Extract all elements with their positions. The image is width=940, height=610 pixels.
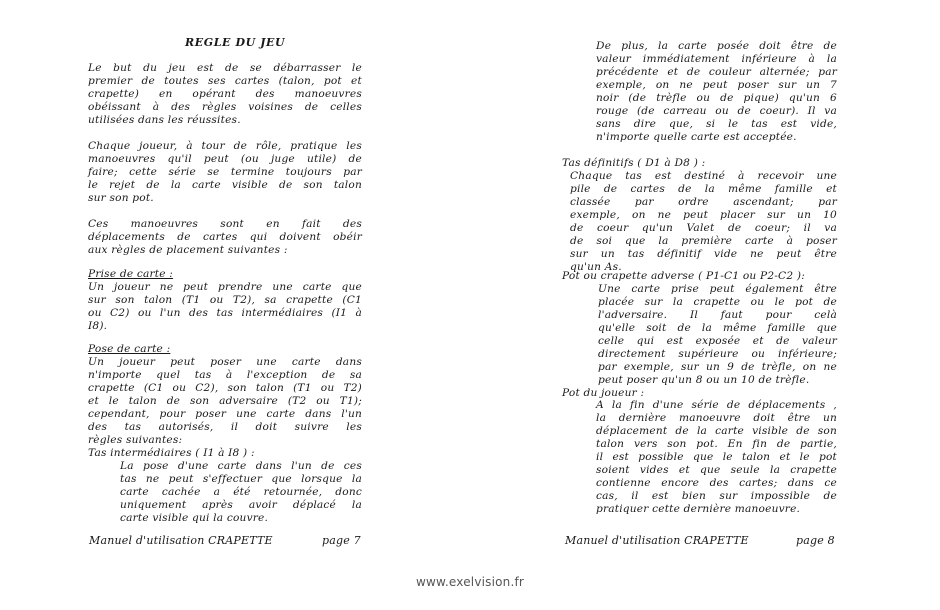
text-line: n'importe quelle carte est acceptée. bbox=[596, 131, 797, 143]
text-line: sur son talon (T1 ou T2), sa crapette (C1 bbox=[88, 294, 362, 306]
page-title: REGLE DU JEU bbox=[185, 36, 286, 49]
text-line: soient vides et que seule la crapette bbox=[596, 464, 837, 476]
text-line: Chaque joueur, à tour de rôle, pratique les bbox=[88, 140, 362, 152]
footer-page-right: page 8 bbox=[796, 534, 835, 547]
footer-page-left: page 7 bbox=[322, 534, 361, 547]
text-line: de soi que la première carte à poser bbox=[570, 235, 837, 247]
text-line: talon vers son pot. En fin de partie, bbox=[596, 438, 837, 450]
text-line: qu'elle soit de la même famille que bbox=[598, 322, 837, 334]
text-line: Une carte prise peut également être bbox=[598, 283, 837, 295]
text-line: premier de toutes ses cartes (talon, pot et bbox=[88, 75, 362, 87]
text-line: rouge (de carreau ou de coeur). Il va bbox=[596, 105, 837, 117]
text-line: Tas définitifs ( D1 à D8 ) : bbox=[562, 157, 706, 169]
text-line: uniquement après avoir déplacé la bbox=[120, 499, 362, 511]
text-line: carte visible qui la couvre. bbox=[120, 512, 269, 524]
text-line: Le but du jeu est de se débarrasser le bbox=[88, 62, 362, 74]
text-line: La pose d'une carte dans l'un de ces bbox=[120, 460, 362, 472]
text-line: exemple, on ne peut poser sur un 7 bbox=[596, 79, 837, 91]
text-line: De plus, la carte posée doit être de bbox=[596, 40, 837, 52]
text-line: Un joueur ne peut prendre une carte que bbox=[88, 281, 362, 293]
text-line: pile de cartes de la même famille et bbox=[570, 183, 837, 195]
text-line: noir (de trèfle ou de pique) qu'un 6 bbox=[596, 92, 837, 104]
text-line: sur un tas définitif vide ne peut être bbox=[570, 248, 837, 260]
watermark-url: www.exelvision.fr bbox=[415, 575, 525, 589]
text-line: des tas autorisés, il doit suivre les bbox=[88, 421, 362, 433]
text-line: I8). bbox=[88, 320, 108, 332]
text-line: déplacements de cartes qui doivent obéir bbox=[88, 231, 362, 243]
text-line: contienne encore des cartes; dans ce bbox=[596, 477, 837, 489]
text-line: sans dire que, si le tas est vide, bbox=[596, 118, 837, 130]
text-line: faire; cette série se termine toujours par bbox=[88, 166, 362, 178]
text-line: l'adversaire. Il faut pour celà bbox=[598, 309, 837, 321]
section-heading: Pose de carte : bbox=[88, 343, 171, 355]
text-line: Chaque tas est destiné à recevoir une bbox=[570, 170, 837, 182]
text-line: manoeuvres qu'il peut (ou juge utile) de bbox=[88, 153, 362, 165]
text-line: la dernière manoeuvre doit être un bbox=[596, 412, 837, 424]
text-line: cas, il est bien sur impossible de bbox=[596, 490, 837, 502]
text-line: déplacement de la carte visible de son bbox=[596, 425, 837, 437]
text-line: tas ne peut s'effectuer que lorsque la bbox=[120, 473, 362, 485]
text-line: obéissant à des règles voisines de celles bbox=[88, 101, 362, 113]
text-line: placée sur la crapette ou le pot de bbox=[598, 296, 837, 308]
text-line: valeur immédiatement inférieure à la bbox=[596, 53, 837, 65]
text-line: par exemple, sur un 9 de trèfle, on ne bbox=[598, 361, 837, 373]
text-line: cependant, pour poser une carte dans l'un bbox=[88, 408, 362, 420]
text-line: peut poser qu'un 8 ou un 10 de trèfle. bbox=[598, 374, 810, 386]
text-line: le rejet de la carte visible de son talon bbox=[88, 179, 362, 191]
text-line: classée par ordre ascendant; par bbox=[570, 196, 837, 208]
text-line: pratiquer cette dernière manoeuvre. bbox=[596, 503, 801, 515]
text-line: ou C2) ou l'un des tas intermédiaires (I1 à bbox=[88, 307, 362, 319]
text-line: qu'un As. bbox=[570, 261, 622, 273]
text-line: et le talon de son adversaire (T2 ou T1); bbox=[88, 395, 362, 407]
text-line: aux règles de placement suivantes : bbox=[88, 244, 288, 256]
text-line: Tas intermédiaires ( I1 à I8 ) : bbox=[88, 447, 255, 459]
text-line: Ces manoeuvres sont en fait des bbox=[88, 218, 362, 230]
text-line: Un joueur peut poser une carte dans bbox=[88, 356, 362, 368]
text-line: crapette (C1 ou C2), son talon (T1 ou T2) bbox=[88, 382, 362, 394]
text-line: de coeur qu'un Valet de coeur; il va bbox=[570, 222, 837, 234]
text-line: exemple, on ne peut placer sur un 10 bbox=[570, 209, 837, 221]
text-line: directement supérieure ou inférieure; bbox=[598, 348, 837, 360]
text-line: Pot du joueur : bbox=[562, 387, 645, 399]
footer-title-left: Manuel d'utilisation CRAPETTE bbox=[89, 534, 273, 547]
text-line: celle qui est exposée et de valeur bbox=[598, 335, 837, 347]
text-line: sur son pot. bbox=[88, 192, 154, 204]
text-line: précédente et de couleur alternée; par bbox=[596, 66, 837, 78]
text-line: il est possible que le talon et le pot bbox=[596, 451, 837, 463]
text-line: utilisées dans les réussites. bbox=[88, 114, 241, 126]
section-heading: Prise de carte : bbox=[88, 268, 174, 280]
text-line: A la fin d'une série de déplacements , bbox=[596, 399, 837, 411]
text-line: carte cachée a été retournée, donc bbox=[120, 486, 362, 498]
footer-title-right: Manuel d'utilisation CRAPETTE bbox=[565, 534, 749, 547]
text-line: n'importe quel tas à l'exception de sa bbox=[88, 369, 362, 381]
text-line: crapette) en opérant des manoeuvres bbox=[88, 88, 362, 100]
text-line: règles suivantes: bbox=[88, 434, 183, 446]
text-line: Pot ou crapette adverse ( P1-C1 ou P2-C2 ): bbox=[562, 270, 805, 282]
